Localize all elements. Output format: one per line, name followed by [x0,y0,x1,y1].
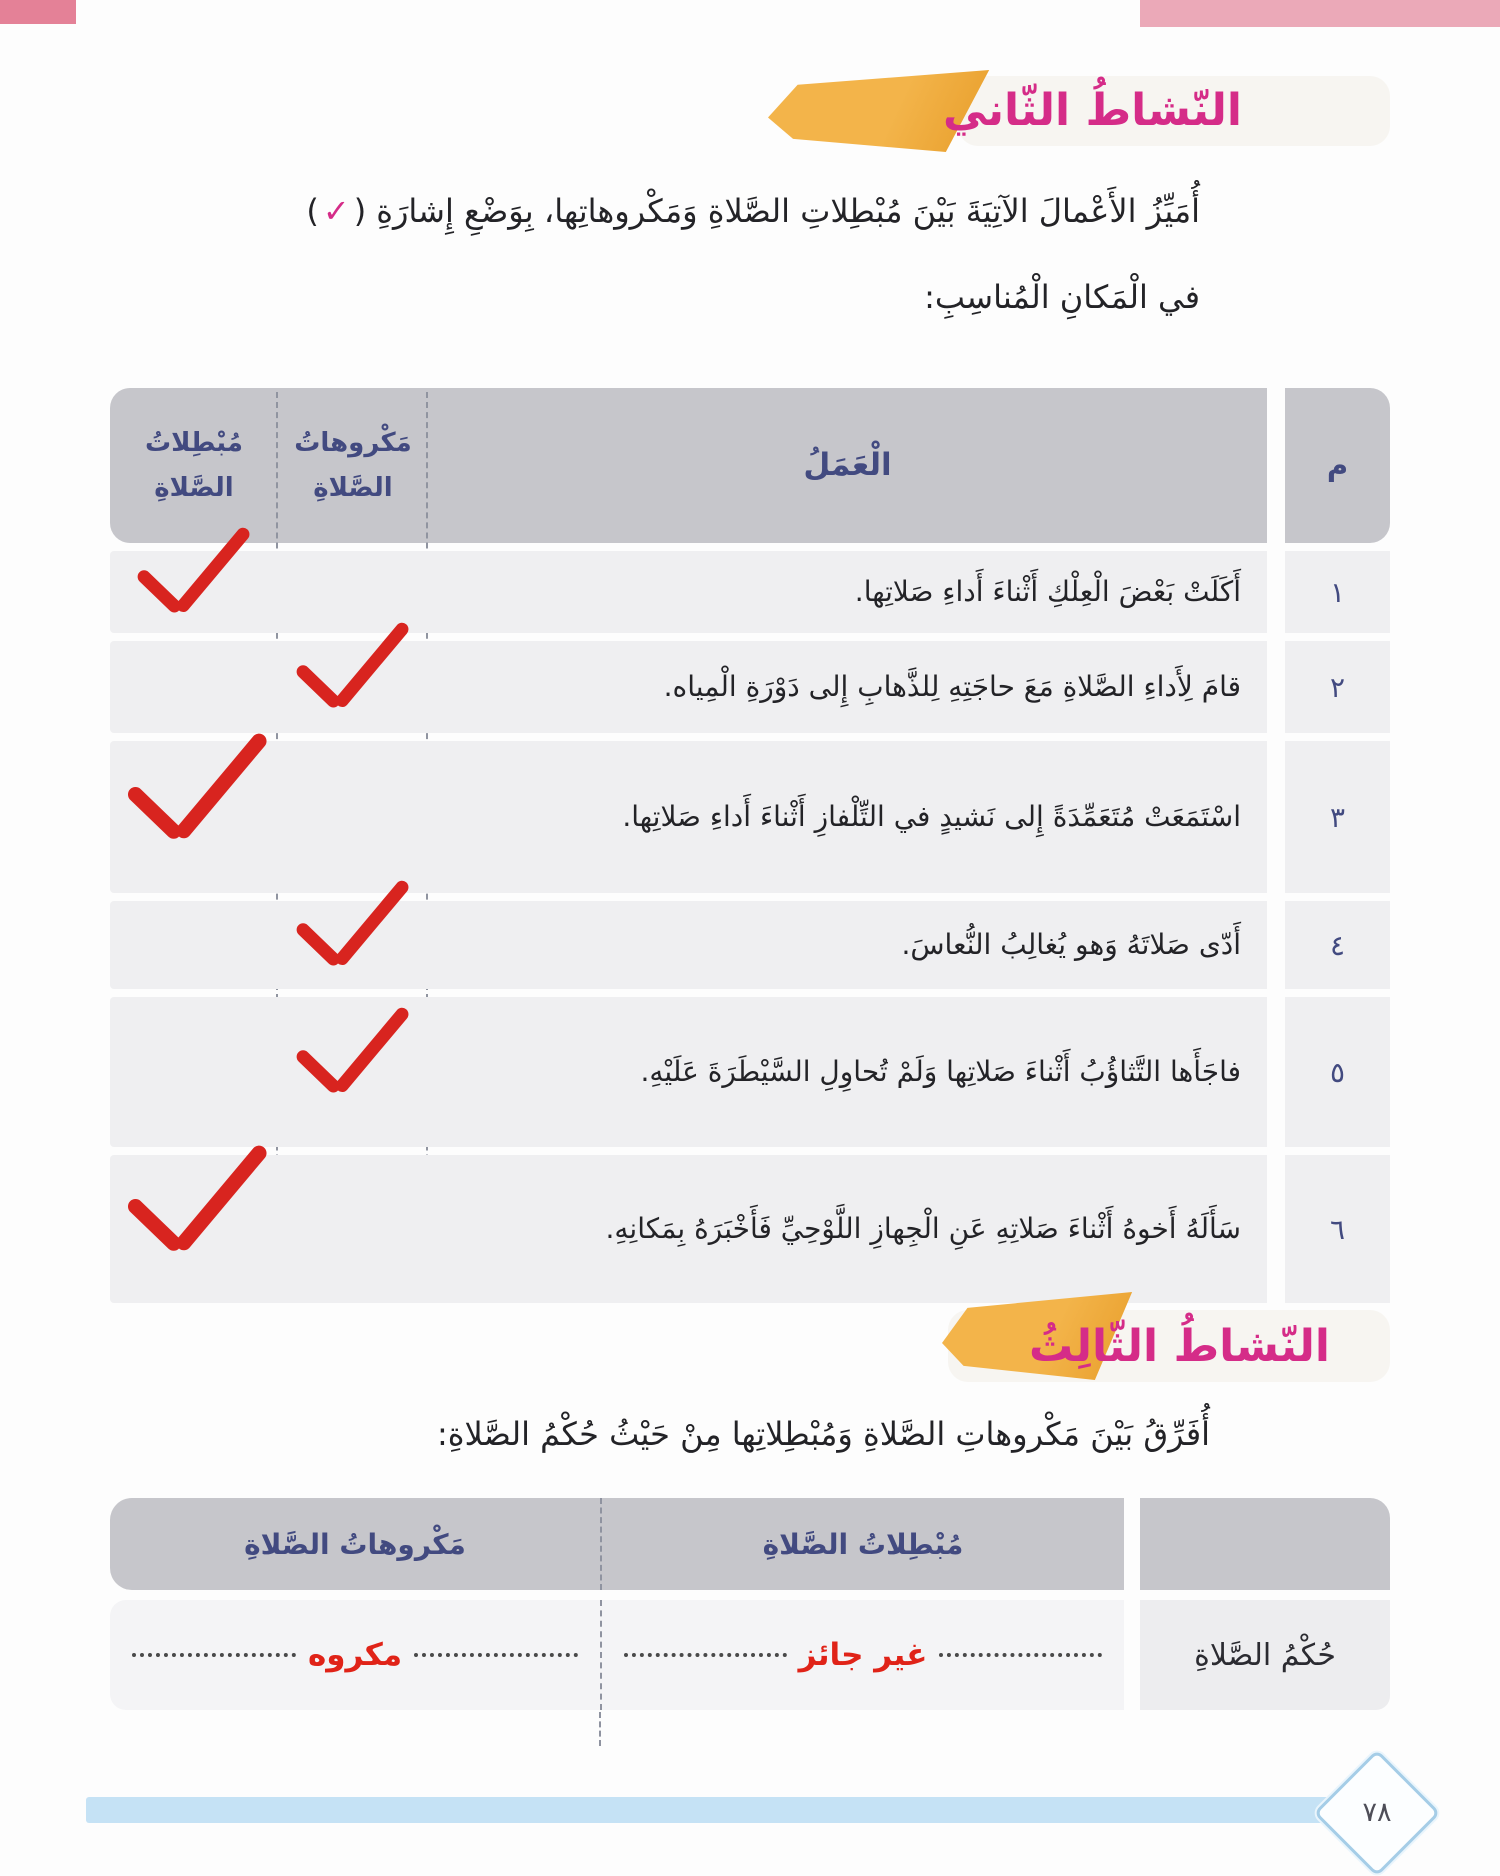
activity2-instruction [138,168,1200,340]
row-number: ٥ [1285,997,1390,1147]
check-cell-makruhat [278,997,428,1147]
row-number: ١ [1285,551,1390,633]
column-gap [1124,1600,1140,1710]
column-gap [1267,901,1285,989]
top-left-pink-strip [0,0,76,24]
column-header-action: الْعَمَلُ [428,388,1267,543]
table-header-row [110,388,1390,543]
paren-close: ) [353,192,367,230]
table-row [110,997,1390,1147]
dotted-line [624,1653,787,1657]
row-label-ruling: حُكْمُ الصَّلاةِ [1140,1600,1390,1710]
column-gap [1267,1155,1285,1303]
instruction-line2: في الْمَكانِ الْمُناسِبِ: [924,278,1200,316]
answer-cell-mubtilat [600,1600,1124,1710]
check-cell-mubtilat [110,901,278,989]
table-header-row [110,1498,1390,1590]
dotted-line [939,1653,1102,1657]
column-header-mubtilat: مُبْطِلاتُ الصَّلاةِ [110,388,278,543]
check-cell-mubtilat [110,551,278,633]
column-header-makruhat: مَكْروهاتُ الصَّلاةِ [278,388,428,543]
column-gap [1267,551,1285,633]
check-cell-mubtilat [110,741,278,893]
check-mark-glyph: ✓ [322,192,350,230]
table-row [110,741,1390,893]
activity2-title: النّشاطُ الثّاني [943,85,1242,136]
dotted-line [414,1653,578,1657]
paren-open: ( [306,192,319,230]
corner-header-cell [1140,1498,1390,1590]
check-cell-makruhat [278,741,428,893]
action-text: أَكَلَتْ بَعْضَ الْعِلْكِ أَثْناءَ أَداءِ صَلاتِها. [428,551,1267,633]
page-number-diamond [1313,1749,1440,1876]
page-number: ٧٨ [1362,1797,1392,1828]
check-cell-makruhat [278,1155,428,1303]
check-cell-mubtilat [110,1155,278,1303]
ruling-comparison-table [110,1498,1390,1710]
table-body-row [110,1600,1390,1710]
table-row [110,551,1390,633]
check-cell-makruhat [278,551,428,633]
column-gap [1267,641,1285,733]
check-mark-sample [306,168,366,254]
row-number: ٤ [1285,901,1390,989]
footer-bar [86,1797,1332,1823]
activity3-instruction: أُفَرِّقُ بَيْنَ مَكْروهاتِ الصَّلاةِ وَمُبْطِلاتِها مِنْ حَيْثُ حُكْمُ الصَّلاةِ: [436,1415,1210,1453]
answer-cell-makruhat [110,1600,600,1710]
table-row [110,1155,1390,1303]
column-header-number: م [1285,388,1390,543]
prayer-actions-table [110,388,1390,1303]
check-cell-mubtilat [110,641,278,733]
activity3-title: النّشاطُ الثّالِثُ [1028,1321,1330,1372]
column-gap [1124,1498,1140,1590]
table-row [110,901,1390,989]
row-number: ٢ [1285,641,1390,733]
row-number: ٣ [1285,741,1390,893]
action-text: أَدّى صَلاتَهُ وَهو يُغالِبُ النُّعاسَ. [428,901,1267,989]
check-cell-makruhat [278,901,428,989]
column-gap [1267,997,1285,1147]
top-right-pink-strip [1140,0,1500,27]
table-row [110,641,1390,733]
dotted-line [132,1653,296,1657]
answer-text: مكروه [307,1637,403,1673]
check-cell-mubtilat [110,997,278,1147]
column-gap [1267,388,1285,543]
divider-extension-dotted [599,1712,601,1746]
action-text: فاجَأَها التَّثاؤُبُ أَثْناءَ صَلاتِها وَلَمْ تُحاوِلِ السَّيْطَرَةَ عَلَيْهِ. [428,997,1267,1147]
check-cell-makruhat [278,641,428,733]
row-number: ٦ [1285,1155,1390,1303]
instruction-line1 [138,168,1200,254]
instruction-text: أُمَيِّزُ الأَعْمالَ الآتِيَةَ بَيْنَ مُبْطِلاتِ الصَّلاةِ وَمَكْروهاتِها، بِوَضْعِ إِشارَةِ [376,192,1200,230]
action-text: اسْتَمَعَتْ مُتَعَمِّدَةً إِلى نَشيدٍ في التِّلْفازِ أَثْناءَ أَداءِ صَلاتِها. [428,741,1267,893]
column-header-makruhat: مَكْروهاتُ الصَّلاةِ [110,1498,600,1590]
column-gap [1267,741,1285,893]
column-header-mubtilat: مُبْطِلاتُ الصَّلاةِ [600,1498,1124,1590]
action-text: سَأَلَهُ أَخوهُ أَثْناءَ صَلاتِهِ عَنِ الْجِهازِ اللَّوْحِيِّ فَأَخْبَرَهُ بِمَكانِهِ. [428,1155,1267,1303]
answer-text: غير جائز [798,1637,928,1673]
action-text: قامَ لِأَداءِ الصَّلاةِ مَعَ حاجَتِهِ لِلذَّهابِ إِلى دَوْرَةِ الْمِياه. [428,641,1267,733]
